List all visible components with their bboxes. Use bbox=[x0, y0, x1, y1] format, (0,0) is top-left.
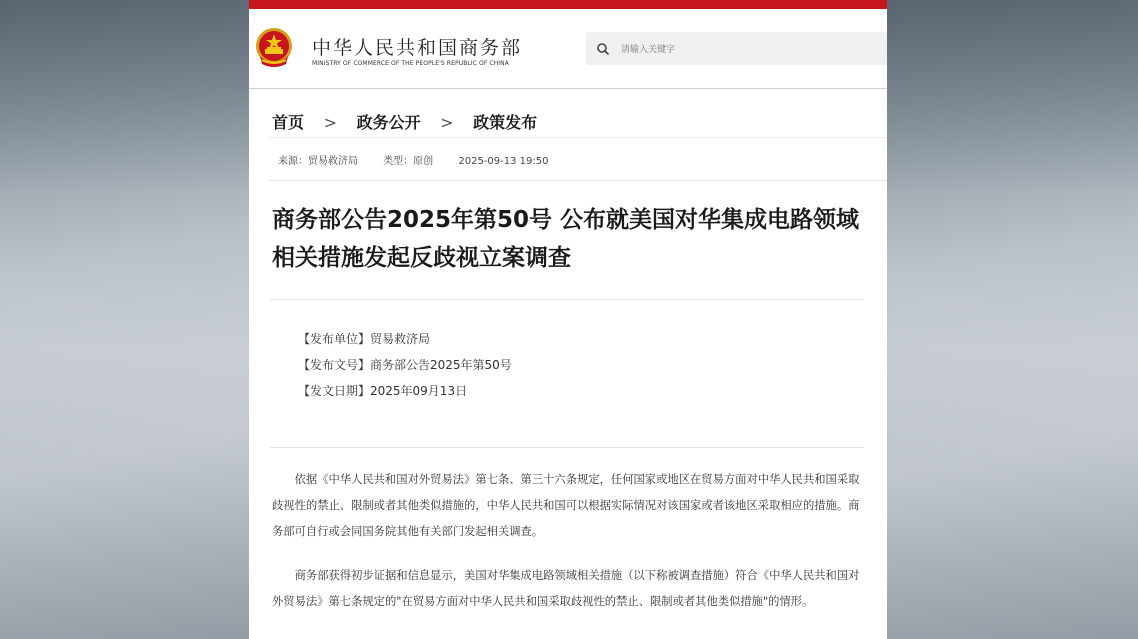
search-icon[interactable] bbox=[596, 41, 610, 55]
background-left bbox=[0, 0, 249, 639]
header-divider bbox=[249, 88, 887, 89]
search-input[interactable] bbox=[619, 40, 873, 59]
webpage bbox=[249, 0, 887, 639]
site-subtitle: MINISTRY OF COMMERCE OF THE PEOPLE'S REPUBLIC OF CHINA bbox=[312, 60, 509, 67]
article-paragraph: 商务部获得初步证据和信息显示，美国对华集成电路领域相关措施（以下称被调查措施）符合《中华人民共和国对外贸易法》第七条规定的"在贸易方面对中华人民共和国采取歧视性的禁止、限制或者其他类似措施"的情形。 bbox=[272, 569, 860, 608]
info-issue-date: 【发文日期】2025年09月13日 bbox=[298, 384, 468, 398]
article-info bbox=[298, 326, 512, 404]
background-right bbox=[887, 0, 1138, 639]
breadcrumb-policy-release[interactable]: 政策发布 bbox=[473, 113, 538, 132]
national-emblem-icon[interactable] bbox=[254, 26, 294, 70]
info-divider bbox=[270, 447, 864, 448]
meta-type: 类型：原创 bbox=[383, 156, 434, 167]
article-meta bbox=[278, 152, 571, 167]
meta-datetime: 2025-09-13 19:50 bbox=[458, 156, 549, 167]
breadcrumb-gov-affairs[interactable]: 政务公开 bbox=[356, 113, 421, 132]
info-doc-number: 【发布文号】商务部公告2025年第50号 bbox=[298, 358, 512, 372]
info-publisher: 【发布单位】贸易救济局 bbox=[298, 332, 431, 346]
title-divider bbox=[270, 299, 864, 300]
article-body bbox=[272, 467, 862, 633]
chevron-right-icon: > bbox=[440, 113, 454, 132]
search-box[interactable] bbox=[586, 32, 887, 65]
chevron-right-icon: > bbox=[323, 113, 337, 132]
breadcrumb bbox=[272, 110, 537, 133]
breadcrumb-divider bbox=[269, 137, 887, 138]
top-accent-bar bbox=[249, 0, 887, 9]
meta-source: 来源：贸易救济局 bbox=[278, 156, 358, 167]
article-paragraph: 依据《中华人民共和国对外贸易法》第七条、第三十六条规定，任何国家或地区在贸易方面对中华人民共和国采取歧视性的禁止、限制或者其他类似措施的，中华人民共和国可以根据实际情况对该国家或者该地区采取相应的措施。商务部可自行或会同国务院其他有关部门发起相关调查。 bbox=[272, 473, 860, 538]
breadcrumb-home[interactable]: 首页 bbox=[272, 113, 305, 132]
meta-divider bbox=[269, 180, 887, 181]
article-title: 商务部公告2025年第50号 公布就美国对华集成电路领域相关措施发起反歧视立案调查 bbox=[272, 207, 860, 271]
site-name[interactable]: 中华人民共和国商务部 bbox=[312, 37, 523, 59]
site-header bbox=[249, 9, 887, 88]
